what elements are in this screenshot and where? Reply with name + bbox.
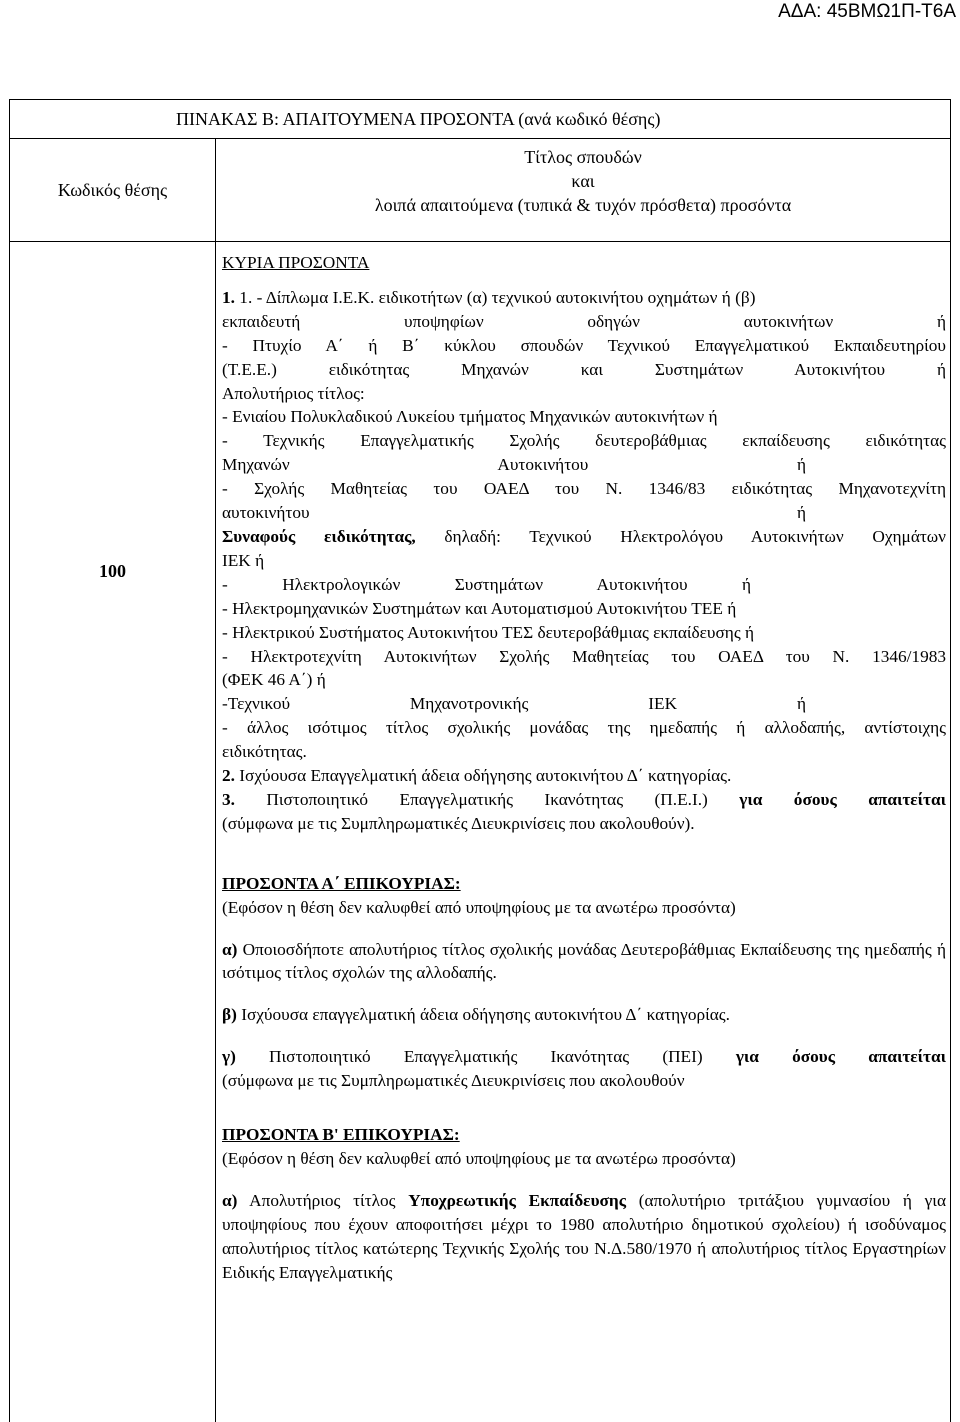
item-2-text: Ισχύουσα Επαγγελματική άδεια οδήγησης αυτοκινήτου Δ΄ κατηγορίας.	[234, 766, 732, 786]
item-3-number: 3.	[222, 789, 235, 809]
item-3-line-2: (σύμφωνα με τις Συμπληρωματικές Διευκρινίσεις που ακολουθούν).	[222, 813, 695, 833]
synafous-bold: Συναφούς ειδικότητας,	[222, 526, 416, 546]
p1-line-3: (Τ.Ε.Ε.) ειδικότητας Μηχανών και Συστημάτων Αυτοκινήτου ή	[222, 359, 946, 379]
header-line-3: λοιπά απαιτούμενα (τυπικά & τυχόν πρόσθετα) προσόντα	[374, 195, 792, 215]
table-title: ΠΙΝΑΚΑΣ Β: ΑΠΑΙΤΟΥΜΕΝΑ ΠΡΟΣΟΝΤΑ (ανά κωδικό θέσης)	[9, 99, 951, 139]
header-line-1: Τίτλος σπουδών	[524, 147, 642, 167]
a-item-c-text: Πιστοποιητικό Επαγγελματικής Ικανότητας (ΠΕΙ)	[235, 1047, 736, 1067]
table-header-row	[9, 139, 951, 242]
p2-line-8: ειδικότητας.	[222, 742, 307, 762]
table-body-row	[9, 242, 951, 1422]
a-item-c-line-2: (σύμφωνα με τις Συμπληρωματικές Διευκρινίσεις που ακολουθούν	[222, 1071, 685, 1091]
item-2-number: 2.	[222, 766, 235, 786]
p1-line-6: - Τεχνικής Επαγγελματικής Σχολής δευτεροβάθμιας εκπαίδευσης ειδικότητας	[222, 431, 946, 451]
p2-line-4: - Ηλεκτροτεχνίτη Αυτοκινήτων Σχολής Μαθητείας του ΟΑΕΔ του Ν. 1346/1983	[222, 646, 946, 666]
header-qualifications	[216, 139, 950, 241]
a-item-b-label: β)	[222, 1005, 237, 1025]
b-item-a-bold: Υποχρεωτικής Εκπαίδευσης	[408, 1190, 627, 1210]
p1-line-5: - Ενιαίου Πολυκλαδικού Λυκείου τμήματος Μηχανικών αυτοκινήτων ή	[222, 407, 718, 427]
p1-line-2: - Πτυχίο Α΄ ή Β΄ κύκλου σπουδών Τεχνικού Επαγγελματικού Εκπαιδευτηρίου	[222, 335, 946, 355]
a-item-c	[222, 1045, 946, 1069]
p1-line-0: 1. 1. - Δίπλωμα Ι.Ε.Κ. ειδικοτήτων (α) τεχνικού αυτοκινήτου οχημάτων ή (β)	[222, 287, 756, 307]
b-item-a	[222, 1189, 946, 1285]
ada-code: ΑΔΑ: 45ΒΜΩ1Π-Τ6Α	[778, 1, 956, 22]
item-3-bold: για όσους απαιτείται	[739, 789, 946, 809]
a-auxiliary-heading: ΠΡΟΣΟΝΤΑ Α΄ ΕΠΙΚΟΥΡΙΑΣ:	[222, 873, 461, 893]
p1-line-4: Απολυτήριος τίτλος:	[222, 383, 365, 403]
b-item-a-label: α)	[222, 1190, 238, 1210]
b-auxiliary-heading: ΠΡΟΣΟΝΤΑ Β' ΕΠΙΚΟΥΡΙΑΣ:	[222, 1125, 460, 1145]
a-item-a-label: α)	[222, 939, 238, 959]
synafous-rest: δηλαδή: Τεχνικού Ηλεκτρολόγου Αυτοκινήτων Οχημάτων	[415, 526, 947, 546]
a-item-b-text: Ισχύουσα επαγγελματική άδεια οδήγησης αυτοκινήτου Δ΄ κατηγορίας.	[236, 1005, 730, 1025]
p2-line-3: - Ηλεκτρικού Συστήματος Αυτοκινήτου ΤΕΣ δευτεροβάθμιας εκπαίδευσης ή	[222, 622, 755, 642]
p2-line-6: -Τεχνικού Μηχανοτρονικής ΙΕΚ ή	[222, 694, 806, 714]
p1-line-7: Μηχανών Αυτοκινήτου ή	[222, 455, 806, 475]
p2-line-7: - άλλος ισότιμος τίτλος σχολικής μονάδας της ημεδαπής ή αλλοδαπής, αντίστοιχης	[222, 718, 946, 738]
p2-line-2: - Ηλεκτρομηχανικών Συστημάτων και Αυτοματισμού Αυτοκινήτου ΤΕΕ ή	[222, 598, 737, 618]
position-code: 100	[10, 242, 216, 1422]
p1-line-8: - Σχολής Μαθητείας του ΟΑΕΔ του Ν. 1346/83 ειδικότητας Μηχανοτεχνίτη	[222, 479, 946, 499]
p1-line-9: αυτοκινήτου ή	[222, 503, 806, 523]
item-2	[222, 764, 946, 788]
requirements-table	[9, 99, 951, 1422]
p1-line-1: εκπαιδευτή υποψηφίων οδηγών αυτοκινήτων ή	[222, 311, 946, 331]
a-auxiliary-sub: (Εφόσον η θέση δεν καλυφθεί από υποψηφίους με τα ανωτέρω προσόντα)	[222, 897, 736, 917]
a-item-a-text: Οποιοσδήποτε απολυτήριος τίτλος σχολικής μονάδας Δευτεροβάθμιας Εκπαίδευσης της ημεδαπής ή ισότιμος τίτλος σχολών της αλλοδαπής.	[222, 939, 946, 983]
synafous-line	[222, 525, 946, 549]
p2-line-1: - Ηλεκτρολογικών Συστημάτων Αυτοκινήτου ή	[222, 574, 751, 594]
a-item-a	[222, 938, 946, 986]
a-item-c-label: γ)	[222, 1047, 236, 1067]
a-item-c-bold: για όσους απαιτείται	[735, 1047, 946, 1067]
a-item-b	[222, 1003, 946, 1027]
p1-line-0-text: 1. - Δίπλωμα Ι.Ε.Κ. ειδικοτήτων (α) τεχνικού αυτοκινήτου οχημάτων ή (β)	[239, 287, 756, 307]
p2-line-5: (ΦΕΚ 46 Α΄) ή	[222, 670, 326, 690]
main-qualifications-heading: ΚΥΡΙΑ ΠΡΟΣΟΝΤΑ	[222, 253, 370, 272]
b-item-a-text-2: (απολυτήριο τριτάξιου γυμνασίου ή για υποψηφίους που έχουν αποφοιτήσει μέχρι το 1980 απολυτήριο δημοτικού σχολείου) ή ισοδύναμος απολυτήριος τίτλος κατώτερης Τεχνικής Σχολής του Ν.Δ.580/1970 ή απολυτήριος τίτλος Εργαστηρίων Ειδικής Επαγγελματικής	[222, 1190, 946, 1282]
item-3	[222, 788, 946, 812]
p2-line-0: ΙΕΚ ή	[222, 550, 265, 570]
b-item-a-text-1: Απολυτήριος τίτλος	[237, 1190, 409, 1210]
b-auxiliary-sub: (Εφόσον η θέση δεν καλυφθεί από υποψηφίους με τα ανωτέρω προσόντα)	[222, 1149, 736, 1168]
item-3-text: Πιστοποιητικό Επαγγελματικής Ικανότητας (Π.Ε.Ι.)	[234, 789, 740, 809]
header-position-code: Κωδικός θέσης	[10, 139, 216, 241]
qualifications-cell	[216, 242, 950, 1422]
header-line-2: και	[571, 171, 595, 191]
